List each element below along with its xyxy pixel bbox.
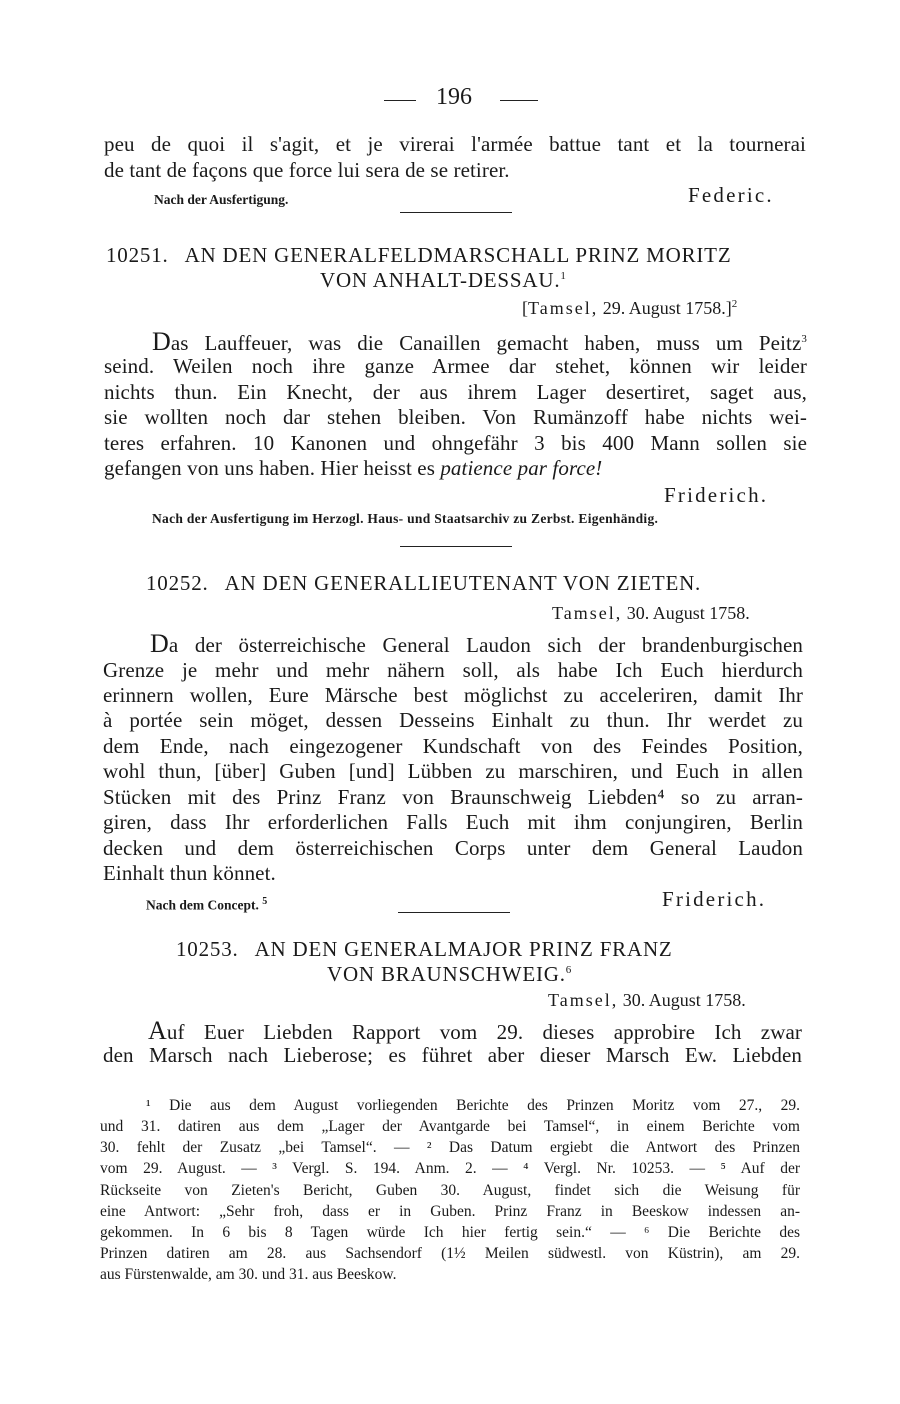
intro-line: de tant de façons que force lui sera de se retirer. [104, 158, 510, 182]
letter-heading-line1: AN DEN GENERALFELDMARSCHALL PRINZ MORITZ [184, 243, 732, 267]
intro-source-note: Nach der Ausfertigung. [154, 192, 289, 207]
letter-heading-line2: VON ANHALT-DESSAU. [320, 268, 561, 292]
letter-10253-line: den Marsch nach Lieberose; es führet aber dieser Marsch Ew. Liebden [103, 1043, 802, 1067]
letter-10251-heading-line2 [320, 268, 567, 293]
source-text: Nach dem Concept. [146, 897, 259, 913]
letter-10252-line: wohl thun, [über] Guben [und] Lübben zu marschiren, und Euch in allen [103, 759, 803, 783]
letter-10252-line: decken und dem österreichischen Corps unter dem General Laudon [103, 836, 803, 860]
footnote-line: gekommen. In 6 bis 8 Tagen würde Ich hier fertig sein.“ — ⁶ Die Berichte des [100, 1224, 800, 1241]
footnote-line: Prinzen datiren am 28. aus Sachsendorf (1½ Meilen südwestl. von Küstrin), am 29. [100, 1245, 800, 1262]
section-divider [400, 212, 512, 213]
intro-signature: Federic. [688, 183, 774, 207]
page-number-left-dash [384, 100, 416, 101]
letter-10253-heading-line2 [327, 962, 572, 987]
letter-10252-line: erinnern wollen, Eure Märsche best möglichst zu acceleriren, damit Ihr [103, 683, 803, 707]
letter-heading-line1: AN DEN GENERALMAJOR PRINZ FRANZ [254, 937, 673, 961]
footnote-line: eine Antwort: „Sehr froh, dass er in Guben. Prinz Franz in Beeskow indessen an- [100, 1203, 800, 1220]
letter-10252-heading [146, 571, 701, 596]
line-text: gefangen von uns haben. Hier heisst es [104, 456, 441, 480]
drop-capital: D [150, 629, 169, 658]
letter-10252-line: dem Ende, nach eingezogener Kundschaft von des Feindes Position, [103, 734, 803, 758]
letter-10252-line: Stücken mit des Prinz Franz von Braunschweig Liebden⁴ so zu arran- [103, 785, 803, 809]
drop-capital: A [148, 1016, 167, 1045]
place-name: Tamsel, [528, 298, 599, 318]
letter-10251-line: teres erfahren. 10 Kanonen und ohngefähr 3 bis 400 Mann sollen sie [104, 431, 807, 455]
letter-heading-line1: AN DEN GENERALLIEUTENANT VON ZIETEN. [224, 571, 702, 595]
place-name: Tamsel, [548, 990, 619, 1010]
footnote-line: Rückseite von Zieten's Bericht, Guben 30. August, findet sich die Weisung für [100, 1182, 800, 1199]
letter-10252-place-date [552, 603, 750, 624]
footnote-line: vom 29. August. — ³ Vergl. S. 194. Anm. 2. — ⁴ Vergl. Nr. 10253. — ⁵ Auf der [100, 1160, 800, 1177]
intro-line: peu de quoi il s'agit, et je virerai l'armée battue tant et la tournerai [104, 132, 806, 156]
letter-10251-place-date [522, 298, 737, 319]
letter-10252-line: Grenze je mehr und mehr nähern soll, als habe Ich Euch hierdurch [103, 658, 803, 682]
footnote-ref: 3 [801, 333, 807, 345]
drop-capital: D [152, 327, 171, 356]
letter-10251-line [104, 456, 602, 482]
line-text: a der österreichische General Laudon sich der brandenburgischen [168, 633, 803, 657]
letter-date: 30. August 1758. [622, 990, 746, 1010]
letter-10252-line [150, 631, 803, 659]
line-text: uf Euer Liebden Rapport vom 29. dieses approbire Ich zwar [166, 1020, 802, 1044]
letter-10251-line: nichts thun. Ein Knecht, der aus ihrem Lager desertiret, saget aus, [104, 380, 807, 404]
bracket: [ [522, 298, 528, 318]
line-text: as Lauffeuer, was die Canaillen gemacht haben, muss um Peitz [170, 331, 802, 355]
section-divider [400, 546, 512, 547]
letter-10252-line: Einhalt thun könnet. [103, 861, 276, 885]
letter-10252-line: giren, dass Ihr erforderlichen Falls Euch mit ihm conjungiren, Berlin [103, 810, 803, 834]
letter-number: 10253. [176, 937, 239, 961]
letter-10252-line: à portée sein möget, dessen Desseins Einhalt zu thun. Ihr werdet zu [103, 708, 803, 732]
page-number-right-dash [500, 100, 538, 101]
letter-10252-source-note [146, 896, 267, 914]
letter-10252-signature: Friderich. [662, 887, 767, 911]
section-divider [398, 912, 510, 913]
letter-10251-line: sie wollten noch dar stehen bleiben. Von Rumänzoff habe nichts wei- [104, 405, 807, 429]
footnote-ref: 5 [262, 896, 268, 907]
letter-10251-line: seind. Weilen noch ihre ganze Armee dar stehet, können wir leider [104, 354, 807, 378]
letter-10253-heading [176, 937, 673, 962]
letter-number: 10251. [106, 243, 169, 267]
footnote-ref: 2 [731, 298, 738, 310]
letter-number: 10252. [146, 571, 209, 595]
letter-heading-line2: VON BRAUNSCHWEIG. [327, 962, 566, 986]
letter-10253-place-date [548, 990, 746, 1011]
footnote-line: und 31. datiren aus dem „Lager der Avantgarde bei Tamsel“, in einem Berichte vom [100, 1118, 800, 1135]
letter-date: 30. August 1758. [626, 603, 750, 623]
page-number: 196 [436, 84, 472, 110]
footnote-line: ¹ Die aus dem August vorliegenden Berichte des Prinzen Moritz vom 27., 29. [146, 1097, 800, 1114]
letter-date: 29. August 1758.] [602, 298, 732, 318]
footnote-line: 30. fehlt der Zusatz „bei Tamsel“. — ² Das Datum ergiebt die Antwort des Prinzen [100, 1139, 800, 1156]
place-name: Tamsel, [552, 603, 623, 623]
italic-phrase: patience par force! [440, 456, 603, 480]
footnote-ref: 1 [560, 270, 567, 282]
footnote-ref: 6 [565, 964, 573, 976]
letter-10251-heading [106, 243, 731, 268]
letter-10251-line [152, 327, 807, 357]
letter-10253-line [148, 1018, 802, 1046]
letter-10251-signature: Friderich. [664, 483, 769, 507]
letter-10251-source-note: Nach der Ausfertigung im Herzogl. Haus- und Staatsarchiv zu Zerbst. Eigenhändig. [152, 511, 659, 526]
footnote-line: aus Fürstenwalde, am 30. und 31. aus Beeskow. [100, 1266, 397, 1283]
